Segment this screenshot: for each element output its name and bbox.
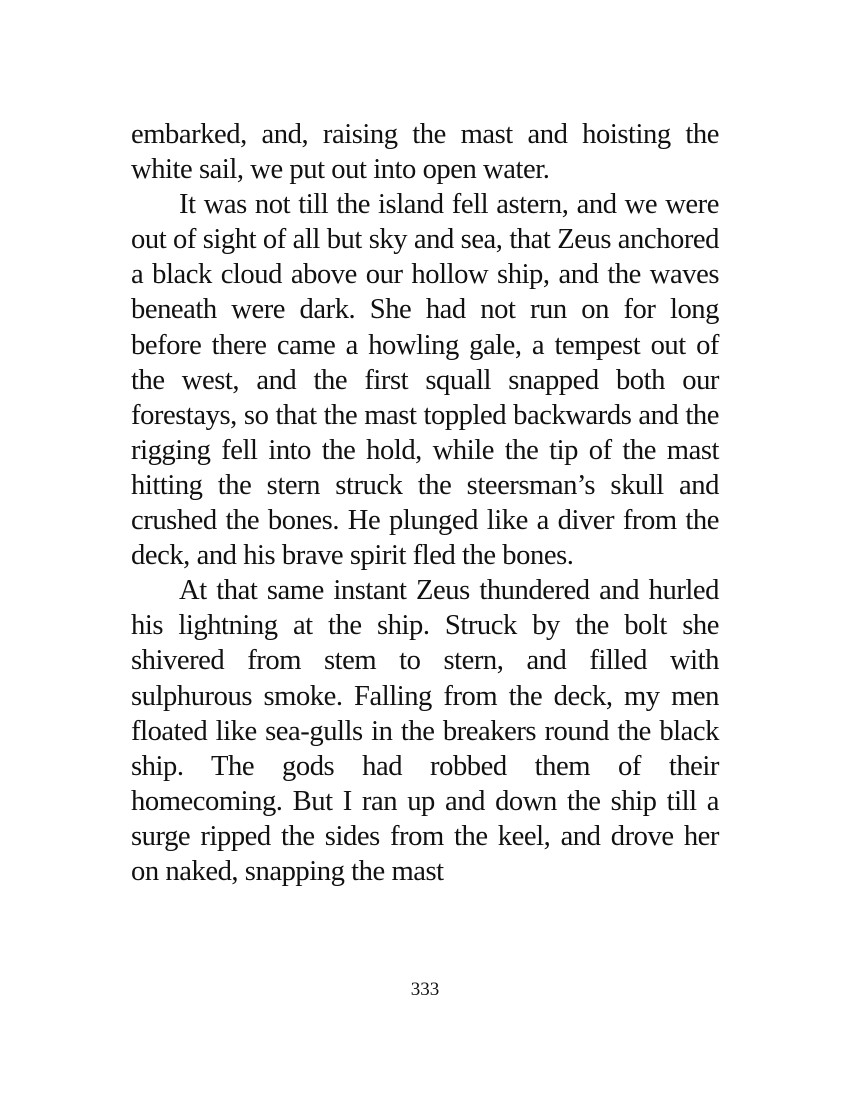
paragraph-storm: It was not till the island fell astern, and we were out of sight of all but sky and sea, that Zeus anchored a black cloud above our hollow ship, and the waves beneath were dark. She had not run on for long before there came a howling gale, a tempest out of the west, and the first squall snapped both our forestays, so that the mast toppled backwards and the rigging fell into the hold, while the tip of the mast hitting the stern struck the steersman’s skull and crushed the bones. He plunged like a diver from the deck, and his brave spirit fled the bones. (131, 189, 719, 572)
paragraph-continued: embarked, and, raising the mast and hoisting the white sail, we put out into open water. (131, 119, 719, 186)
body-text (131, 117, 719, 889)
paragraph-lightning: At that same instant Zeus thundered and hurled his lightning at the ship. Struck by the bolt she shivered from stem to stern, and filled with sulphurous smoke. Falling from the deck, my men floated like sea-gulls in the breakers round the black ship. The gods had robbed them of their homecoming. But I ran up and down the ship till a surge ripped the sides from the keel, and drove her on naked, snapping the mast (131, 575, 719, 887)
page-number: 333 (410, 979, 440, 1000)
